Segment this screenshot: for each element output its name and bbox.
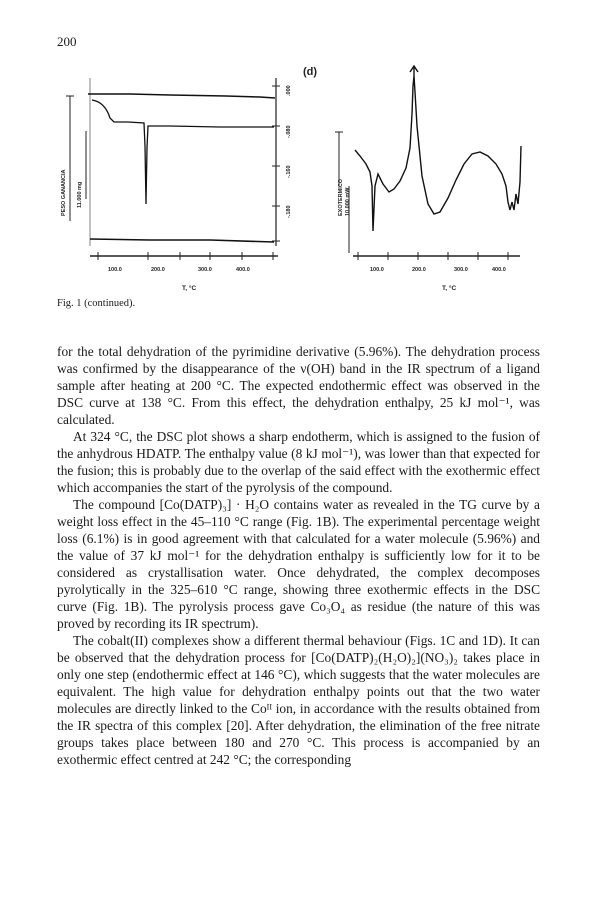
page-number: 200 xyxy=(57,34,77,49)
paragraph-2: At 324 °C, the DSC plot shows a sharp endotherm, which is assigned to the fusion of the anhydrous HDATP. The enthalpy value (8 kJ mol⁻¹), was lower than that expected for the fusion; this is probably due to the overlap of the said effect with the exothermic effect which accompanies the start of the pyrolysis of the compound. xyxy=(57,429,540,495)
panel-label: (d) xyxy=(303,66,318,78)
right-x-tick-3: 400.0 xyxy=(492,267,506,273)
left-chart xyxy=(61,78,292,292)
baseline-curve xyxy=(90,239,274,242)
dsc-curve xyxy=(355,76,521,231)
tg-curve xyxy=(88,94,275,98)
right-ylabel-scale: 10.000 mW xyxy=(345,187,351,216)
right-x-tick-1: 200.0 xyxy=(412,267,426,273)
right-x-tick-2: 300.0 xyxy=(454,267,468,273)
left-right-tick-3: -.180 xyxy=(286,205,292,218)
left-right-tick-1: -.080 xyxy=(286,125,292,138)
right-chart xyxy=(335,66,521,292)
paragraph-3: The compound [Co(DATP)₃] · H₂O contains water as revealed in the TG curve by a weight loss effect in the 45–110 °C range (Fig. 1B). The experimental percentage weight loss (6.1%) is in good agreement with that calculated for a water molecule (5.96%) and the value of 37 kJ mol⁻¹ for the dehydration enthalpy is sufficiently low for it to be considered as crystallisation water. Once dehydrated, the complex decomposes pyrolytically in the 325–610 °C range, showing three exothermic effects in the DSC curve (Fig. 1B). The pyrolysis process gave Co₃O₄ as residue (the nature of this was proved by recording its IR spectrum). xyxy=(57,497,540,631)
left-ylabel-scale: 11.000 mg xyxy=(77,181,83,208)
left-x-tick-2: 300.0 xyxy=(198,267,212,273)
right-x-tick-0: 100.0 xyxy=(370,267,384,273)
left-right-tick-0: .000 xyxy=(286,85,292,96)
left-x-label: T, °C xyxy=(182,285,197,292)
peak-arrow-icon xyxy=(410,66,418,76)
right-x-label: T, °C xyxy=(442,285,457,292)
left-right-tick-2: -.160 xyxy=(286,165,292,178)
dtg-curve xyxy=(92,100,274,204)
figure-svg xyxy=(50,56,550,306)
left-x-tick-0: 100.0 xyxy=(108,267,122,273)
body-text xyxy=(57,343,540,768)
paragraph-1: for the total dehydration of the pyrimidine derivative (5.96%). The dehydration process was confirmed by the disappearance of the ν(OH) band in the IR spectrum of a ligand sample after heating at 200 °C. The expected endothermic effect was observed in the DSC curve at 138 °C. From this effect, the dehydration enthalpy, 25 kJ mol⁻¹, was calculated. xyxy=(57,344,540,427)
left-x-tick-1: 200.0 xyxy=(151,267,165,273)
paragraph-4: The cobalt(II) complexes show a different thermal behaviour (Figs. 1C and 1D). It can be observed that the dehydration process for [Co(DATP)₂(H₂O)₂](NO₃)₂ takes place in only one step (endothermic effect at 146 °C), which suggests that the water molecules are equivalent. The high value for dehydration enthalpy points out that the two water molecules are directly linked to the Coᴵᴵ ion, in accordance with the results obtained from the IR spectra of this complex [20]. After dehydration, the elimination of the free nitrate groups takes place between 180 and 270 °C. This process is accompanied by an exothermic effect centred at 242 °C; the corresponding xyxy=(57,633,540,767)
left-ylabel-weight: PESO GANANCIA xyxy=(61,169,67,216)
right-ylabel-exo: EXOTERMICO xyxy=(338,179,344,216)
left-x-tick-3: 400.0 xyxy=(236,267,250,273)
figure xyxy=(50,56,550,306)
figure-caption: Fig. 1 (continued). xyxy=(57,298,136,309)
